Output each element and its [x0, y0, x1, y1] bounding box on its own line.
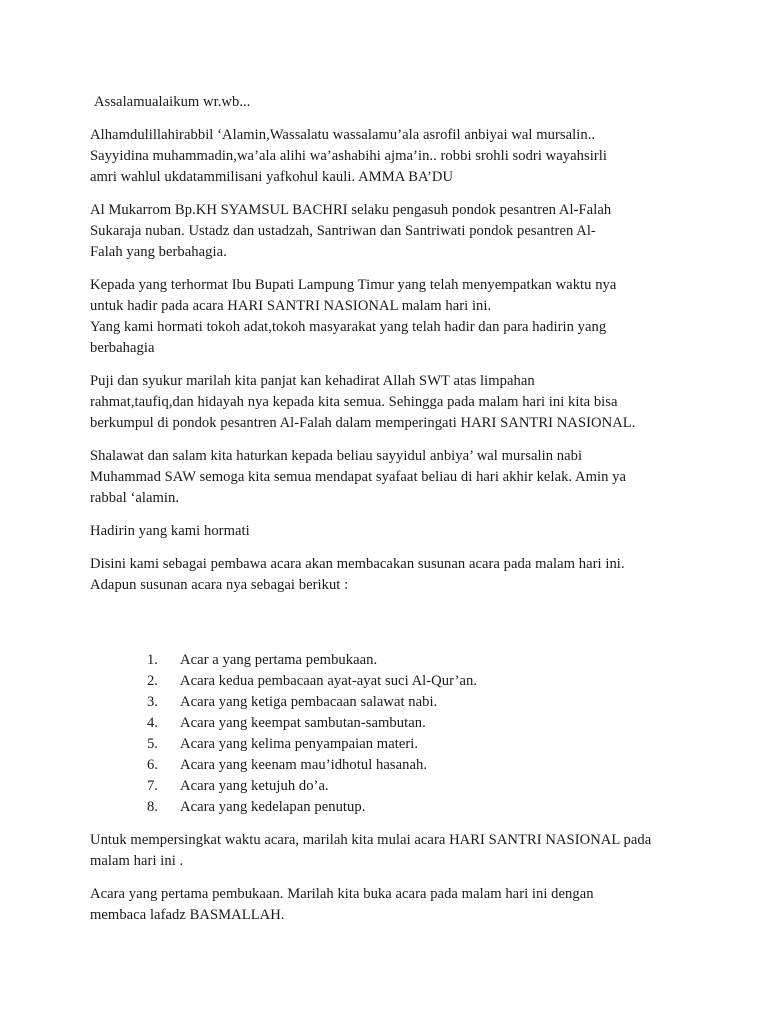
agenda-item-text: Acara yang kedelapan penutup. — [180, 799, 366, 815]
agenda-item-gap — [158, 650, 180, 671]
text-line: Untuk mempersingkat waktu acara, marilah kita mulai acara HARI SANTRI NASIONAL pada — [90, 832, 652, 848]
agenda-item-gap — [158, 671, 180, 692]
agenda-item — [90, 776, 690, 797]
agenda-item-text: Acara yang kelima penyampaian materi. — [180, 736, 419, 752]
paragraphs-before-agenda — [90, 125, 690, 596]
text-line: Al Mukarrom Bp.KH SYAMSUL BACHRI selaku pengasuh pondok pesantren Al-Falah — [90, 202, 612, 218]
agenda-item-gap — [158, 734, 180, 755]
text-line: malam hari ini . — [90, 853, 184, 869]
paragraphs-after-agenda — [90, 830, 690, 926]
agenda-item-number: 4. — [146, 715, 158, 731]
greeting: Assalamualaikum wr.wb... — [94, 94, 251, 110]
paragraph-address — [90, 521, 690, 542]
agenda-item-gap — [158, 713, 180, 734]
blank-space — [90, 608, 690, 650]
text-line: Adapun susunan acara nya sebagai berikut : — [90, 577, 349, 593]
text-line: Falah yang berbahagia. — [90, 244, 227, 260]
paragraph-bupati-greeting — [90, 275, 690, 359]
text-line: Sayyidina muhammadin,wa’ala alihi wa’ashabihi ajma’in.. robbi srohli sodri wayahsirli — [90, 148, 607, 164]
agenda-item-text: Acara yang ketujuh do’a. — [180, 778, 329, 794]
agenda-item-number: 8. — [146, 799, 158, 815]
agenda-item-number: 5. — [146, 736, 158, 752]
agenda-item-text: Acara kedua pembacaan ayat-ayat suci Al-Qur’an. — [180, 673, 478, 689]
agenda-item — [90, 755, 690, 776]
agenda-item-gap — [158, 692, 180, 713]
text-line: Acara yang pertama pembukaan. Marilah kita buka acara pada malam hari ini dengan — [90, 886, 594, 902]
agenda-item-text: Acara yang ketiga pembacaan salawat nabi. — [180, 694, 438, 710]
text-line: Muhammad SAW semoga kita semua mendapat syafaat beliau di hari akhir kelak. Amin ya — [90, 469, 627, 485]
document-body — [90, 92, 690, 938]
agenda-list — [90, 650, 690, 818]
agenda-item-number: 7. — [146, 778, 158, 794]
paragraph-respected-guests — [90, 200, 690, 263]
text-line: membaca lafadz BASMALLAH. — [90, 907, 285, 923]
paragraph-shalawat — [90, 446, 690, 509]
paragraph-gratitude — [90, 371, 690, 434]
agenda-item — [90, 650, 690, 671]
text-line: Puji dan syukur marilah kita panjat kan kehadirat Allah SWT atas limpahan — [90, 373, 535, 389]
text-line: Alhamdulillahirabbil ‘Alamin,Wassalatu wassalamu’ala asrofil anbiyai wal mursalin.. — [90, 127, 596, 143]
text-line: untuk hadir pada acara HARI SANTRI NASIONAL malam hari ini. — [90, 298, 492, 314]
paragraph-agenda-intro — [90, 554, 690, 596]
agenda-item — [90, 713, 690, 734]
agenda-item — [90, 671, 690, 692]
text-line: Hadirin yang kami hormati — [90, 523, 250, 539]
agenda-item — [90, 734, 690, 755]
agenda-item-number: 3. — [146, 694, 158, 710]
paragraph-first-agenda-opening — [90, 884, 690, 926]
paragraph-opening-praise — [90, 125, 690, 188]
text-line: rahmat,taufiq,dan hidayah nya kepada kita semua. Sehingga pada malam hari ini kita bisa — [90, 394, 618, 410]
agenda-item-gap — [158, 797, 180, 818]
agenda-item-number: 2. — [146, 673, 158, 689]
text-line: berbahagia — [90, 340, 155, 356]
agenda-item — [90, 692, 690, 713]
text-line: Shalawat dan salam kita haturkan kepada beliau sayyidul anbiya’ wal mursalin nabi — [90, 448, 583, 464]
text-line: amri wahlul ukdatammilisani yafkohul kauli. AMMA BA’DU — [90, 169, 454, 185]
agenda-item-number: 6. — [146, 757, 158, 773]
agenda-item-text: Acara yang keempat sambutan-sambutan. — [180, 715, 426, 731]
agenda-item-text: Acar a yang pertama pembukaan. — [180, 652, 378, 668]
agenda-item-text: Acara yang keenam mau’idhotul hasanah. — [180, 757, 428, 773]
agenda-item-gap — [158, 776, 180, 797]
text-line: Kepada yang terhormat Ibu Bupati Lampung Timur yang telah menyempatkan waktu nya — [90, 277, 617, 293]
agenda-item-number: 1. — [146, 652, 158, 668]
text-line: Yang kami hormati tokoh adat,tokoh masyarakat yang telah hadir dan para hadirin yang — [90, 319, 607, 335]
text-line: berkumpul di pondok pesantren Al-Falah dalam memperingati HARI SANTRI NASIONAL. — [90, 415, 636, 431]
agenda-item-gap — [158, 755, 180, 776]
text-line: Disini kami sebagai pembawa acara akan membacakan susunan acara pada malam hari ini. — [90, 556, 625, 572]
text-line: Sukaraja nuban. Ustadz dan ustadzah, Santriwan dan Santriwati pondok pesantren Al- — [90, 223, 596, 239]
paragraph-start-event — [90, 830, 690, 872]
text-line: rabbal ‘alamin. — [90, 490, 180, 506]
agenda-item — [90, 797, 690, 818]
